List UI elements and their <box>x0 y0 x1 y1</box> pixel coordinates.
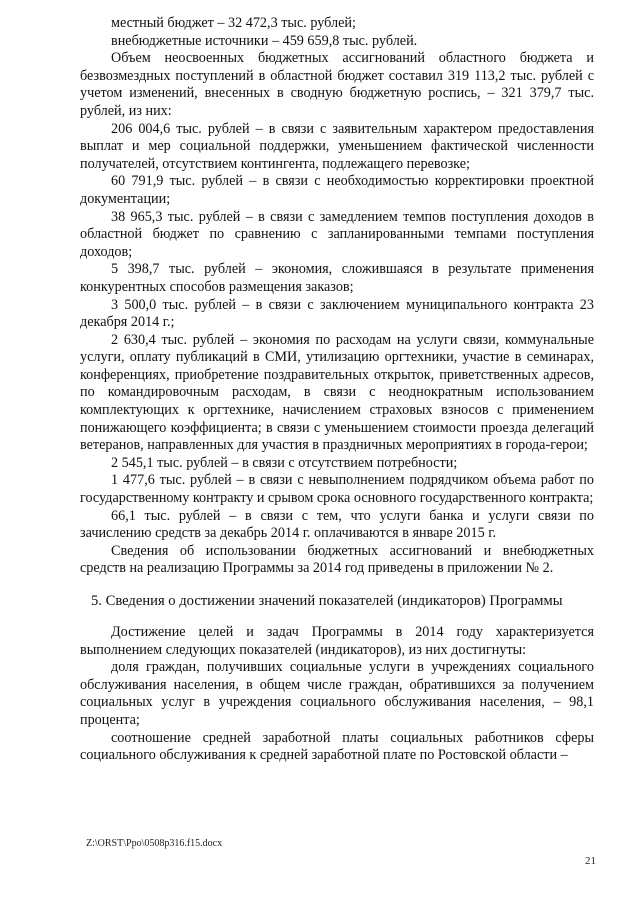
paragraph-item-1477: 1 477,6 тыс. рублей – в связи с невыполнением подрядчиком объема работ по государственному контракту и срывом срока основного государственного контракта; <box>80 472 594 507</box>
paragraph-extrabudgetary-sources: внебюджетные источники – 459 659,8 тыс. рублей. <box>111 32 418 49</box>
paragraph-item-5398: 5 398,7 тыс. рублей – экономия, сложившаяся в результате применения конкурентных способов размещения заказов; <box>80 261 594 295</box>
paragraph-item-60791: 60 791,9 тыс. рублей – в связи с необходимостью корректировки проектной документации; <box>80 173 594 207</box>
paragraph-appendix-reference: Сведения об использовании бюджетных ассигнований и внебюджетных средств на реализацию Программы за 2014 год приведены в приложении № 2. <box>80 542 594 577</box>
paragraph-item-66: 66,1 тыс. рублей – в связи с тем, что услуги банка и услуги связи по зачислению средств за декабрь 2014 г. оплачиваются в январе 2015 г. <box>80 507 594 542</box>
paragraph-goals-achievement: Достижение целей и задач Программы в 2014 году характеризуется выполнением следующих показателей (индикаторов), из них достигнуты: <box>80 624 594 658</box>
paragraph-indicator-social-services: доля граждан, получивших социальные услуги в учреждениях социального обслуживания населения, в общем числе граждан, обратившихся за получением социальных услуг в учреждения социального обслуживания населения, – 98,1 процента; <box>80 659 594 728</box>
paragraph-item-3500: 3 500,0 тыс. рублей – в связи с заключением муниципального контракта 23 декабря 2014 г.; <box>80 296 594 331</box>
paragraph-indicator-salary-ratio: соотношение средней заработной платы социальных работников сферы социального обслуживания к средней заработной плате по Ростовской области – <box>80 729 594 764</box>
section-heading: 5. Сведения о достижении значений показателей (индикаторов) Программы <box>91 593 563 609</box>
page-number: 21 <box>585 855 596 867</box>
paragraph-item-2545: 2 545,1 тыс. рублей – в связи с отсутствием потребности; <box>111 454 458 471</box>
paragraph-item-206004: 206 004,6 тыс. рублей – в связи с заявительным характером предоставления выплат и мер социальной поддержки, уменьшением фактической численности получателей, отсутствием контингента, подлежащего перевозке; <box>80 120 594 172</box>
footer-file-path: Z:\ORST\Ppo\0508p316.f15.docx <box>86 838 223 849</box>
paragraph-local-budget: местный бюджет – 32 472,3 тыс. рублей; <box>111 15 356 31</box>
document-page <box>80 15 594 875</box>
paragraph-item-38965: 38 965,3 тыс. рублей – в связи с замедлением темпов поступления доходов в областной бюджет по сравнению с запланированными темпами поступления доходов; <box>80 208 594 260</box>
paragraph-unspent-allocations: Объем неосвоенных бюджетных ассигнований областного бюджета и безвозмездных поступлений в областной бюджет составил 319 113,2 тыс. рублей с учетом изменений, внесенных в сводную бюджетную роспись, – 321 379,7 тыс. рублей, из них: <box>80 50 594 119</box>
paragraph-item-2630: 2 630,4 тыс. рублей – экономия по расходам на услуги связи, коммунальные услуги, оплату публикаций в СМИ, утилизацию оргтехники, участие в семинарах, конференциях, приобретение поздравительных открыток, приветственных адресов, по командировочным расходам, в связи с неоднократным использованием комплектующих к оргтехнике, начислением страховых взносов с применением понижающего коэффициента; в связи с уменьшением стоимости проезда делегаций ветеранов, направленных для участия в праздничных мероприятиях в города-герои; <box>80 331 594 454</box>
